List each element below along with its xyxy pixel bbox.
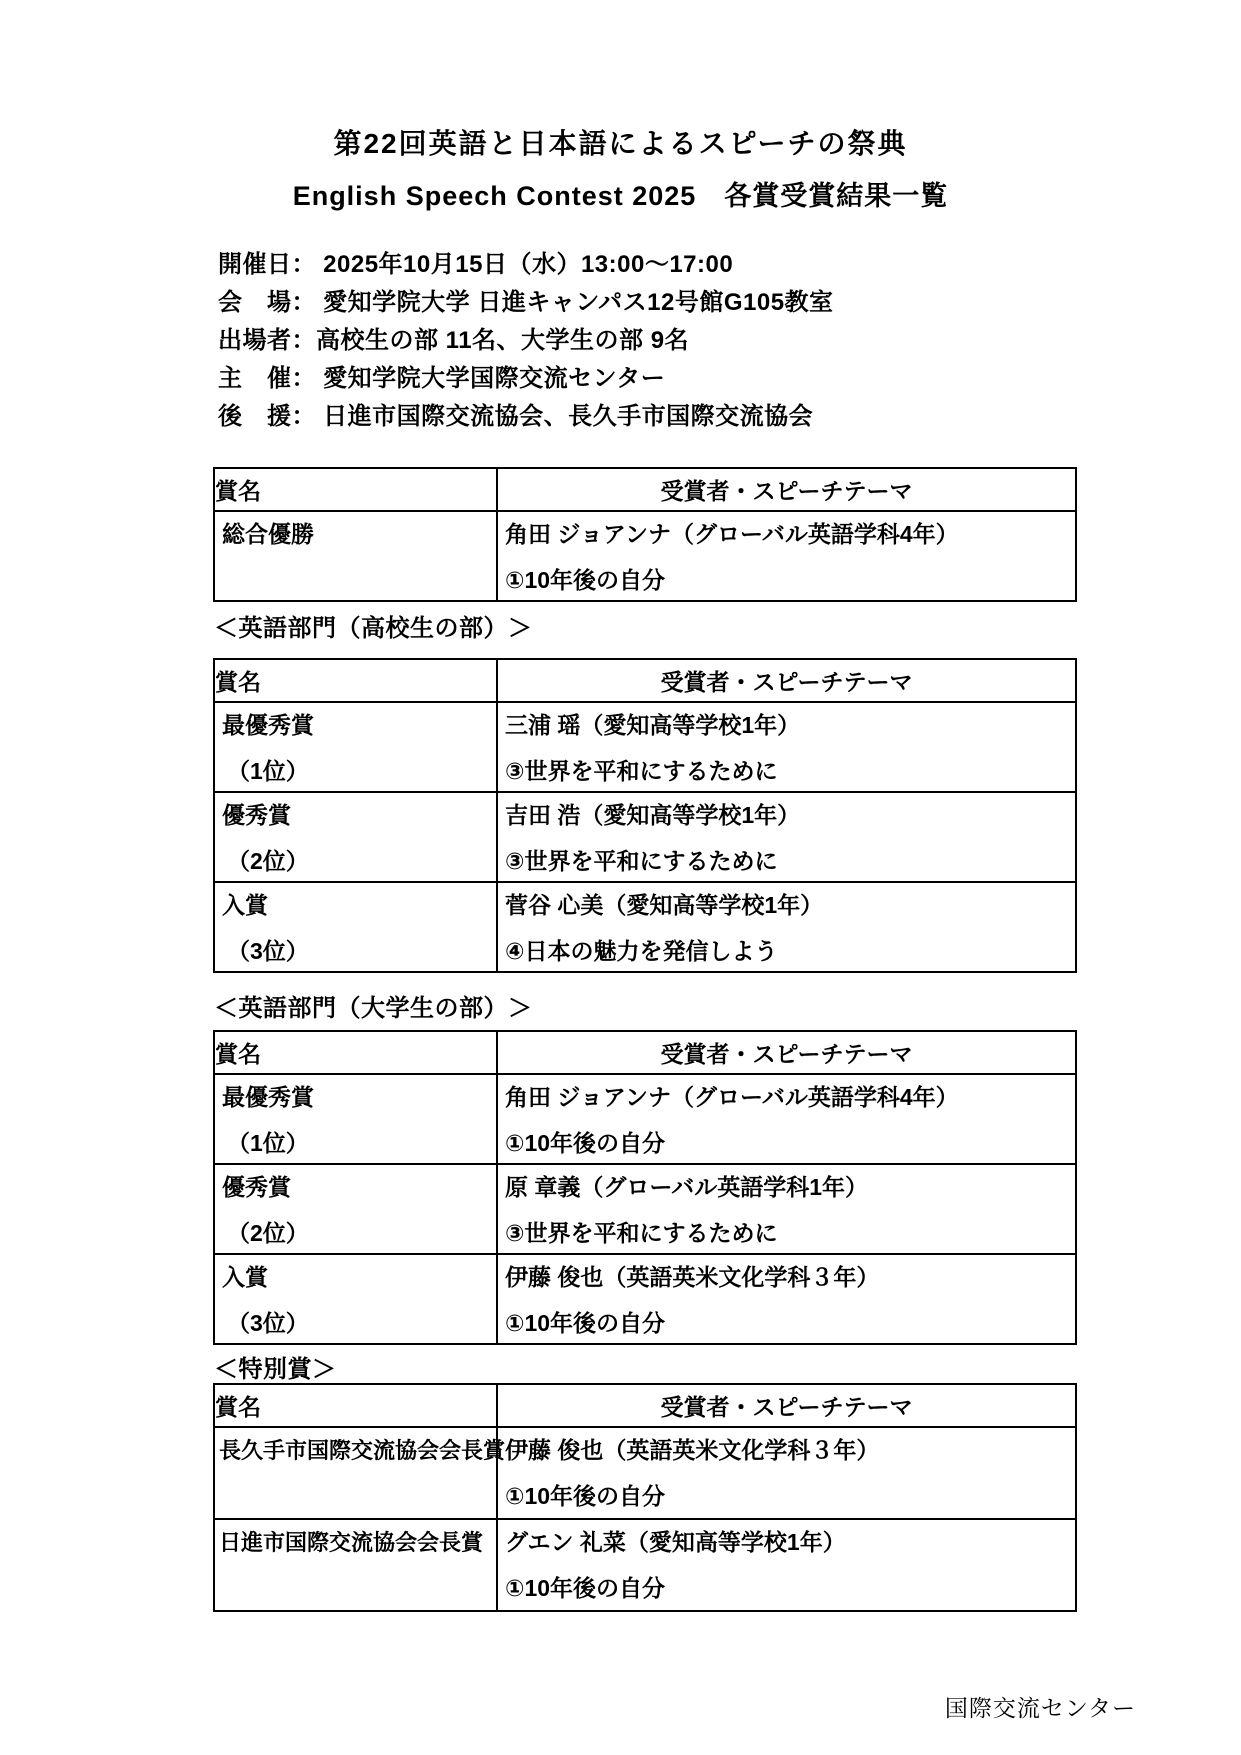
speech-theme: ①10年後の自分 bbox=[505, 1575, 666, 1601]
table-header-row bbox=[214, 659, 1076, 702]
speech-theme: ①10年後の自分 bbox=[505, 567, 666, 593]
table-row bbox=[214, 1164, 1076, 1254]
highschool-award-table bbox=[213, 658, 1077, 973]
document-title-ja: 第22回英語と日本語によるスピーチの祭典 bbox=[333, 128, 908, 159]
column-header-winner: 受賞者・スピーチテーマ bbox=[497, 1031, 1076, 1074]
table-row bbox=[214, 511, 1076, 601]
column-header-winner: 受賞者・スピーチテーマ bbox=[497, 1384, 1076, 1427]
award-name: 総合優勝 bbox=[222, 521, 314, 547]
university-award-table bbox=[213, 1030, 1077, 1345]
section-label-english-highschool: ＜英語部門（高校生の部）＞ bbox=[214, 615, 533, 642]
award-name-cell bbox=[214, 1164, 497, 1254]
column-header-award: 賞名 bbox=[214, 659, 497, 702]
winner-name: 吉田 浩（愛知高等学校1年） bbox=[505, 802, 801, 828]
award-rank: （1位） bbox=[227, 758, 309, 784]
winner-name: 三浦 瑶（愛知高等学校1年） bbox=[505, 712, 801, 738]
award-name-cell bbox=[214, 702, 497, 792]
table-row bbox=[214, 1519, 1076, 1611]
info-line-venue: 会 場： 愛知学院大学 日進キャンパス12号館G105教室 bbox=[218, 289, 834, 316]
speech-theme: ①10年後の自分 bbox=[505, 1130, 666, 1156]
table-header-row bbox=[214, 468, 1076, 511]
section-label-english-university: ＜英語部門（大学生の部）＞ bbox=[214, 995, 533, 1022]
winner-cell bbox=[497, 1254, 1076, 1344]
winner-name: 原 章義（グローバル英語学科1年） bbox=[505, 1174, 869, 1200]
info-line-participants: 出場者：高校生の部 11名、大学生の部 9名 bbox=[218, 327, 690, 354]
award-name: 優秀賞 bbox=[222, 1174, 291, 1200]
info-line-date: 開催日： 2025年10月15日（水）13:00～17:00 bbox=[218, 251, 734, 278]
table-row bbox=[214, 1074, 1076, 1164]
award-name: 入賞 bbox=[222, 892, 268, 918]
winner-cell bbox=[497, 1074, 1076, 1164]
winner-cell bbox=[497, 882, 1076, 972]
column-header-winner: 受賞者・スピーチテーマ bbox=[497, 659, 1076, 702]
winner-cell bbox=[497, 1427, 1076, 1519]
speech-theme: ①10年後の自分 bbox=[505, 1483, 666, 1509]
column-header-award: 賞名 bbox=[214, 468, 497, 511]
section-label-special-award: ＜特別賞＞ bbox=[214, 1356, 337, 1383]
column-header-winner: 受賞者・スピーチテーマ bbox=[497, 468, 1076, 511]
winner-cell bbox=[497, 1164, 1076, 1254]
column-header-award: 賞名 bbox=[214, 1384, 497, 1427]
table-header-row bbox=[214, 1384, 1076, 1427]
speech-theme: ③世界を平和にするために bbox=[505, 758, 778, 784]
document-title-en: English Speech Contest 2025 各賞受賞結果一覧 bbox=[292, 181, 949, 211]
winner-cell bbox=[497, 1519, 1076, 1611]
overall-award-table bbox=[213, 467, 1077, 602]
info-line-supporters: 後 援： 日進市国際交流協会、長久手市国際交流協会 bbox=[218, 403, 814, 430]
speech-theme: ③世界を平和にするために bbox=[505, 1220, 778, 1246]
winner-name: 菅谷 心美（愛知高等学校1年） bbox=[505, 892, 824, 918]
table-row bbox=[214, 792, 1076, 882]
award-name-cell bbox=[214, 1254, 497, 1344]
event-info bbox=[218, 244, 834, 434]
award-name-cell bbox=[214, 511, 497, 601]
award-name-cell bbox=[214, 1519, 497, 1611]
winner-name: グエン 礼菜（愛知高等学校1年） bbox=[505, 1529, 846, 1555]
winner-cell bbox=[497, 511, 1076, 601]
award-name-cell bbox=[214, 882, 497, 972]
footer-org-name: 国際交流センター bbox=[944, 1696, 1136, 1721]
table-row bbox=[214, 882, 1076, 972]
award-name-cell bbox=[214, 1074, 497, 1164]
award-name: 日進市国際交流協会会長賞 bbox=[219, 1530, 484, 1555]
special-award-table bbox=[213, 1383, 1077, 1612]
award-rank: （3位） bbox=[227, 938, 309, 964]
winner-cell bbox=[497, 792, 1076, 882]
column-header-award: 賞名 bbox=[214, 1031, 497, 1074]
speech-theme: ③世界を平和にするために bbox=[505, 848, 778, 874]
table-row bbox=[214, 1254, 1076, 1344]
table-header-row bbox=[214, 1031, 1076, 1074]
award-name: 入賞 bbox=[222, 1264, 268, 1290]
speech-theme: ④日本の魅力を発信しよう bbox=[505, 938, 778, 964]
winner-name: 角田 ジョアンナ（グローバル英語学科4年） bbox=[505, 1084, 959, 1110]
table-row bbox=[214, 1427, 1076, 1519]
award-rank: （3位） bbox=[227, 1310, 309, 1336]
winner-name: 角田 ジョアンナ（グローバル英語学科4年） bbox=[505, 521, 959, 547]
award-name: 優秀賞 bbox=[222, 802, 291, 828]
award-name: 最優秀賞 bbox=[222, 712, 314, 738]
speech-theme: ①10年後の自分 bbox=[505, 1310, 666, 1336]
winner-name: 伊藤 俊也（英語英米文化学科３年） bbox=[505, 1264, 880, 1290]
award-name: 最優秀賞 bbox=[222, 1084, 314, 1110]
winner-name: 伊藤 俊也（英語英米文化学科３年） bbox=[505, 1437, 880, 1463]
table-row bbox=[214, 702, 1076, 792]
award-rank: （1位） bbox=[227, 1130, 309, 1156]
info-line-organizer: 主 催： 愛知学院大学国際交流センター bbox=[218, 365, 666, 392]
award-rank: （2位） bbox=[227, 1220, 309, 1246]
award-name-cell bbox=[214, 1427, 506, 1519]
award-name-cell bbox=[214, 792, 497, 882]
award-name: 長久手市国際交流協会会長賞 bbox=[219, 1438, 506, 1463]
award-rank: （2位） bbox=[227, 848, 309, 874]
winner-cell bbox=[497, 702, 1076, 792]
